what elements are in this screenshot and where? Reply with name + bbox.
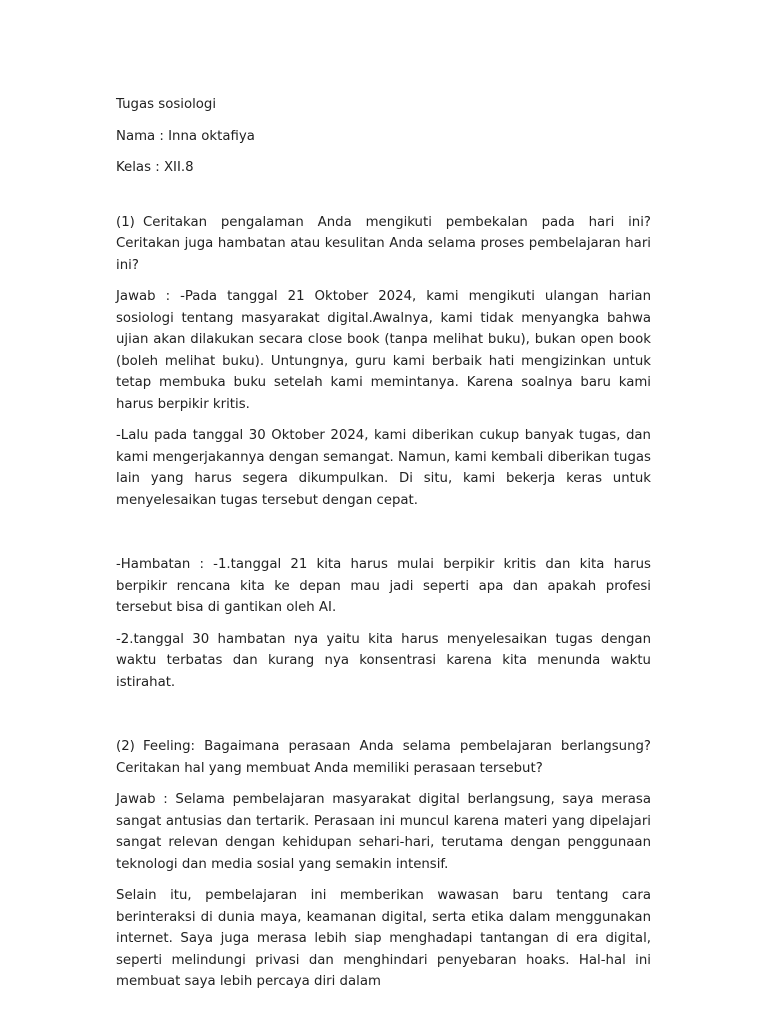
answer-1-paragraph-2: -Lalu pada tanggal 30 Oktober 2024, kami diberikan cukup banyak tugas, dan kami mengerjakannya dengan semangat. Namun, kami kembali diberikan tugas lain yang harus segera dikumpulkan. Di situ, kami bekerja keras untuk menyelesaikan tugas tersebut dengan cepat. [116,428,651,508]
answer-2-paragraph-1: Jawab : Selama pembelajaran masyarakat digital berlangsung, saya merasa sangat antusias dan tertarik. Perasaan ini muncul karena materi yang dipelajari sangat relevan dengan kehidupan sehari-hari, terutama dengan penggunaan teknologi dan media sosial yang semakin intensif. [116,792,651,872]
answer-2-paragraph-2: Selain itu, pembelajaran ini memberikan wawasan baru tentang cara berinteraksi di dunia maya, keamanan digital, serta etika dalam menggunakan internet. Saya juga merasa lebih siap menghadapi tantangan di era digital, seperti melindungi privasi dan menghindari penyebaran hoaks. Hal-hal ini membuat saya lebih percaya diri dalam [116,888,651,989]
spacer [116,521,651,554]
question-2-text: Feeling: Bagaimana perasaan Anda selama pembelajaran berlangsung? Ceritakan hal yang membuat Anda memiliki perasaan tersebut? [116,739,651,776]
question-1 [116,212,651,277]
student-class: Kelas : XII.8 [116,160,194,175]
student-name: Nama : Inna oktafiya [116,128,255,144]
answer-1-paragraph-1: Jawab : -Pada tanggal 21 Oktober 2024, kami mengikuti ulangan harian sosiologi tentang masyarakat digital.Awalnya, kami tidak menyangka bahwa ujian akan dilakukan secara close book (tanpa melihat buku), bukan open book (boleh melihat buku). Untungnya, guru kami berbaik hati mengizinkan untuk tetap membuka buku setelah kami memintanya. Karena soalnya baru kami harus berpikir kritis. [116,289,651,412]
question-2 [116,736,651,779]
obstacle-paragraph-1: -Hambatan : -1.tanggal 21 kita harus mulai berpikir kritis dan kita harus berpikir rencana kita ke depan mau jadi seperti apa dan apakah profesi tersebut bisa di gantikan oleh AI. [116,557,651,615]
document-body [116,94,651,1003]
question-2-number: (2) [116,739,135,754]
spacer [116,189,651,212]
question-1-text: Ceritakan pengalaman Anda mengikuti pembekalan pada hari ini? Ceritakan juga hambatan atau kesulitan Anda selama proses pembelajaran hari ini? [116,214,651,273]
question-1-number: (1) [116,214,135,230]
document-title: Tugas sosiologi [116,97,217,112]
obstacle-paragraph-2: -2.tanggal 30 hambatan nya yaitu kita harus menyelesaikan tugas dengan waktu terbatas dan kurang nya konsentrasi karena kita menunda waktu istirahat. [116,631,651,690]
spacer [116,703,651,736]
